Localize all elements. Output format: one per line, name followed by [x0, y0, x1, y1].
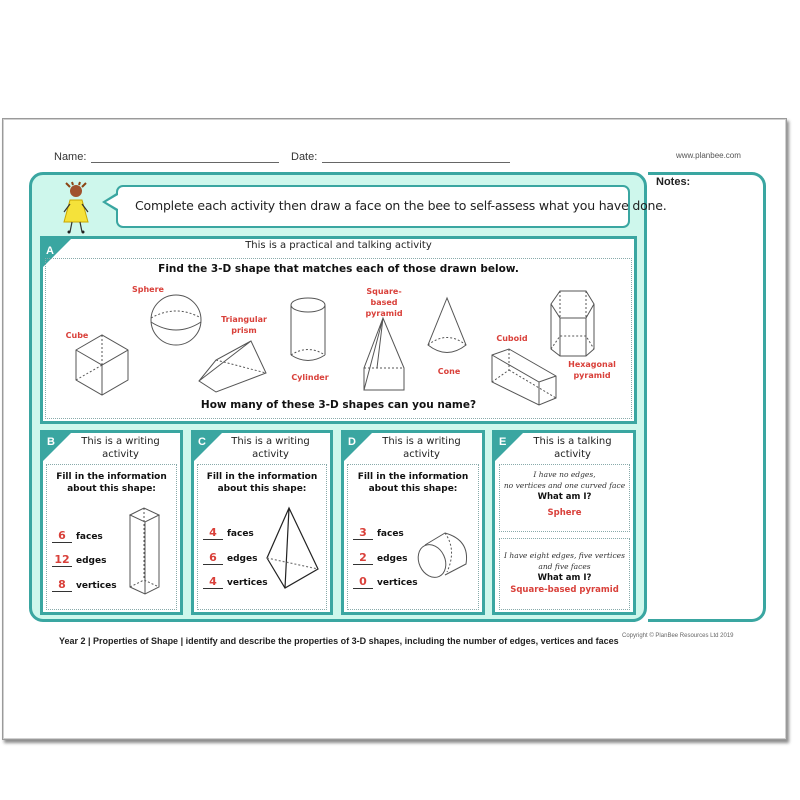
- shape-label-cuboid: Cuboid: [496, 334, 528, 343]
- vertices-label: vertices: [227, 578, 268, 588]
- faces-label: faces: [377, 529, 404, 539]
- shape-label-triangular-prism: Triangular prism: [221, 315, 267, 335]
- faces-label: faces: [227, 529, 254, 539]
- shape-label-cube: Cube: [65, 331, 89, 340]
- shape-label-hexagonal-pyramid: Hexagonal pyramid: [568, 360, 616, 380]
- name-label: Name:: [54, 151, 87, 163]
- activity-b-vertices-input[interactable]: 8: [52, 578, 72, 592]
- activity-c-vertices-input[interactable]: 4: [203, 575, 223, 589]
- activity-a-question: Find the 3-D shape that matches each of those drawn below.: [158, 263, 519, 275]
- activity-a-type: This is a practical and talking activity: [245, 240, 432, 251]
- riddle-1-line1: I have no edges,: [533, 470, 596, 479]
- activity-d-letter: D: [348, 436, 356, 448]
- shape-label-sphere: Sphere: [132, 285, 164, 294]
- activity-b-prompt-line2: about this shape:: [67, 484, 156, 494]
- riddle-1-answer: Sphere: [547, 508, 582, 518]
- activity-b-edges-input[interactable]: 12: [52, 553, 72, 567]
- activity-c-type-line1: This is a writing: [231, 436, 310, 447]
- activity-d-prompt-line1: Fill in the information: [357, 472, 469, 482]
- activity-d-type-line2: activity: [403, 449, 440, 460]
- riddle-2-answer: Square-based pyramid: [510, 585, 619, 595]
- shape-label-cone: Cone: [437, 367, 461, 376]
- activity-c-edges-input[interactable]: 6: [203, 551, 223, 565]
- instruction-text: Complete each activity then draw a face on the bee to self-assess what you have done.: [135, 198, 667, 213]
- activity-c-prompt-line1: Fill in the information: [206, 472, 318, 482]
- activity-e-letter: E: [499, 436, 507, 448]
- activity-c-type-line2: activity: [252, 449, 289, 460]
- activity-b-type-line2: activity: [102, 449, 139, 460]
- date-label: Date:: [291, 151, 318, 163]
- riddle-2-line2: and five faces: [538, 562, 591, 571]
- activity-c-faces-input[interactable]: 4: [203, 526, 223, 540]
- activity-b-type-line1: This is a writing: [81, 436, 160, 447]
- activity-a-footer-question: How many of these 3-D shapes can you name?: [200, 399, 477, 411]
- faces-label: faces: [76, 532, 103, 542]
- activity-d-prompt-line2: about this shape:: [368, 484, 458, 494]
- shape-label-cylinder: Cylinder: [291, 373, 329, 382]
- riddle-2: [499, 550, 630, 596]
- activity-e-type: [509, 435, 636, 461]
- riddle-2-question: What am I?: [537, 573, 592, 583]
- activity-c-prompt-line2: about this shape:: [217, 484, 307, 494]
- shape-label-square-based-pyramid: Square-based pyramid: [365, 287, 403, 318]
- vertices-label: vertices: [76, 581, 117, 591]
- activity-b-prompt-line1: Fill in the information: [56, 472, 167, 482]
- notes-label: Notes:: [656, 176, 691, 188]
- activity-d-faces-input[interactable]: 3: [353, 526, 373, 540]
- riddle-1-question: What am I?: [537, 492, 592, 502]
- riddle-1: [499, 469, 630, 523]
- activity-b-faces-input[interactable]: 6: [52, 529, 72, 543]
- activity-b-letter: B: [47, 436, 55, 448]
- activity-d-type-line1: This is a writing: [382, 436, 461, 447]
- activity-c-letter: C: [198, 436, 206, 448]
- activity-e-type-line2: activity: [554, 449, 591, 460]
- edges-label: edges: [76, 556, 107, 566]
- activity-a-letter: A: [46, 245, 54, 257]
- edges-label: edges: [227, 554, 258, 564]
- riddle-2-line1: I have eight edges, five vertices: [504, 551, 625, 560]
- riddle-1-line2: no vertices and one curved face: [503, 481, 626, 490]
- activity-e-type-line1: This is a talking: [533, 436, 612, 447]
- vertices-label: vertices: [377, 578, 418, 588]
- curriculum-footer: Year 2 | Properties of Shape | identify and describe the properties of 3-D shapes, including the number of edges, vertices and faces: [59, 636, 619, 646]
- copyright: Copyright © PlanBee Resources Ltd 2019: [622, 633, 734, 639]
- activity-d-vertices-input[interactable]: 0: [353, 575, 373, 589]
- website-url: www.planbee.com: [676, 151, 741, 160]
- activity-d-edges-input[interactable]: 2: [353, 551, 373, 565]
- edges-label: edges: [377, 554, 408, 564]
